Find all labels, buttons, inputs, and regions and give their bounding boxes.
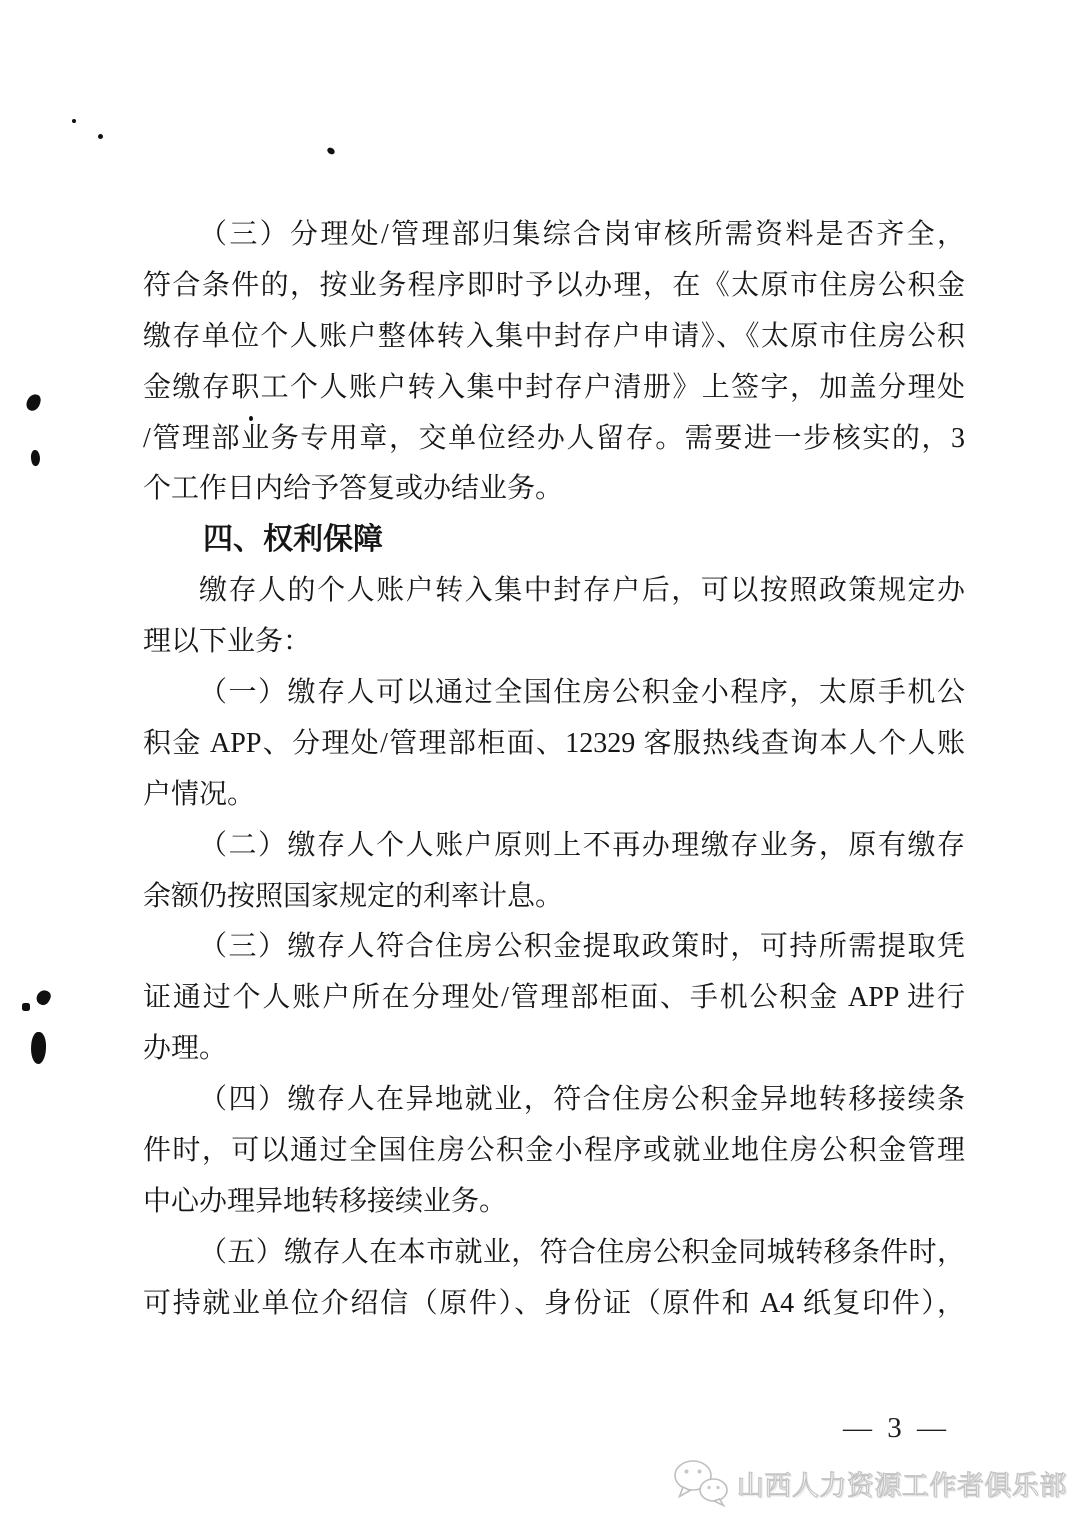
- doc-line: 个工作日内给予答复或办结业务。: [143, 473, 564, 505]
- ink-speck: [22, 1003, 30, 1011]
- doc-line: 户情况。: [143, 778, 256, 810]
- footer-brand: [672, 1458, 1067, 1508]
- doc-line: （五）缴存人在本市就业，符合住房公积金同城转移条件时，: [199, 1236, 965, 1268]
- doc-line: （二）缴存人个人账户原则上不再办理缴存业务，原有缴存: [199, 829, 965, 861]
- doc-line: 余额仍按照国家规定的利率计息。: [143, 880, 564, 912]
- doc-line: 办理。: [143, 1033, 228, 1065]
- doc-line: （三）缴存人符合住房公积金提取政策时，可持所需提取凭: [199, 931, 965, 963]
- ink-dot: [72, 119, 76, 123]
- doc-line: 证通过个人账户所在分理处/管理部柜面、手机公积金 APP 进行: [143, 982, 965, 1014]
- doc-line: 件时，可以通过全国住房公积金小程序或就业地住房公积金管理: [143, 1135, 965, 1167]
- section-heading: 四、权利保障: [203, 523, 383, 557]
- ink-speck: [30, 1032, 47, 1065]
- doc-line: （四）缴存人在异地就业，符合住房公积金异地转移接续条: [199, 1084, 965, 1116]
- footer-brand-text: 山西人力资源工作者俱乐部: [737, 1470, 1067, 1501]
- page-number: — 3 —: [843, 1412, 950, 1444]
- wechat-icon: [672, 1458, 730, 1508]
- doc-line: 缴存人的个人账户转入集中封存户后，可以按照政策规定办: [199, 575, 965, 607]
- doc-line: 金缴存职工个人账户转入集中封存户清册》上签字，加盖分理处: [143, 371, 965, 403]
- doc-line: 积金 APP、分理处/管理部柜面、12329 客服热线查询本人个人账: [143, 727, 965, 759]
- ink-dot: [326, 146, 336, 156]
- doc-line: /管理部业务专用章，交单位经办人留存。需要进一步核实的，3: [143, 422, 965, 454]
- doc-line: 理以下业务：: [143, 626, 312, 658]
- ink-speck: [34, 988, 53, 1007]
- doc-line: （一）缴存人可以通过全国住房公积金小程序，太原手机公: [199, 677, 965, 709]
- doc-line: 中心办理异地转移接续业务。: [143, 1185, 508, 1217]
- ink-dot: [98, 134, 103, 139]
- doc-line: （三）分理处/管理部归集综合岗审核所需资料是否齐全，: [199, 219, 965, 250]
- doc-line: 符合条件的，按业务程序即时予以办理，在《太原市住房公积金: [143, 269, 965, 301]
- doc-line: 缴存单位个人账户整体转入集中封存户申请》、《太原市住房公积: [143, 320, 965, 352]
- ink-speck: [25, 392, 43, 412]
- document-body: [143, 210, 965, 1330]
- ink-speck: [30, 449, 41, 466]
- doc-line: 可持就业单位介绍信（原件）、身份证（原件和 A4 纸复印件），: [143, 1287, 965, 1319]
